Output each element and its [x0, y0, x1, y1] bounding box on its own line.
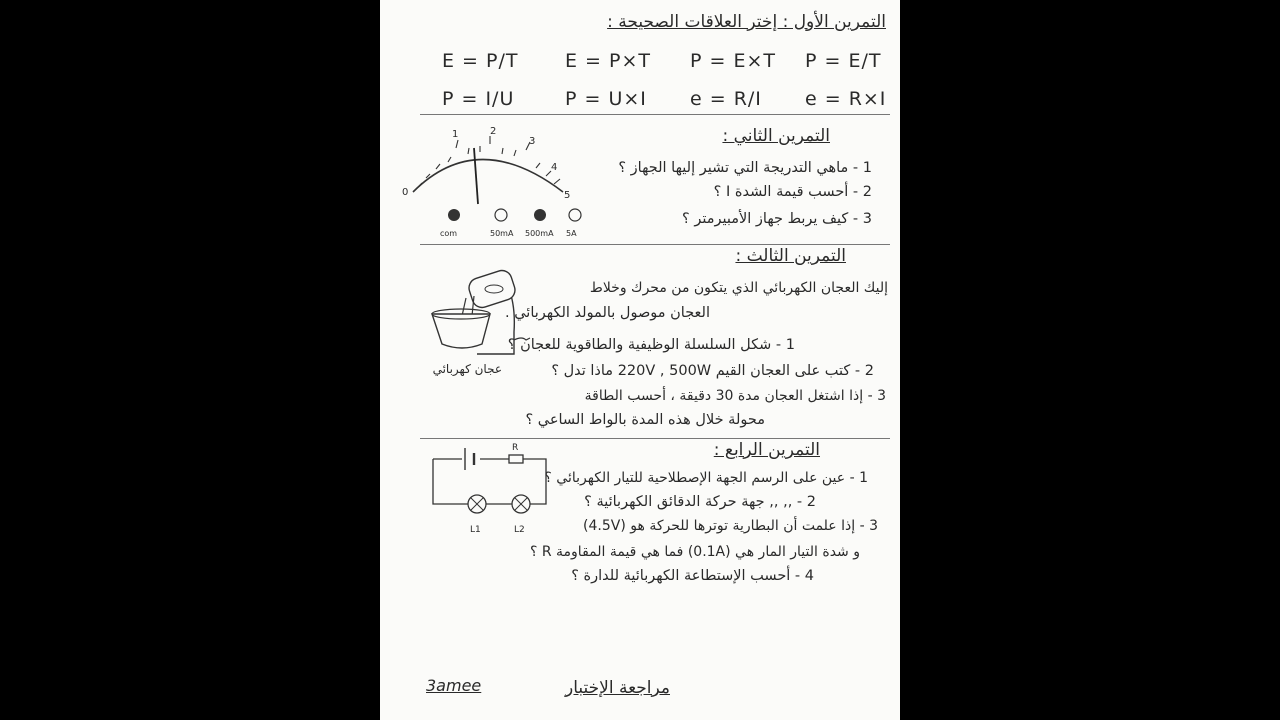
- lamp-l1-label: L1: [470, 525, 481, 535]
- ex3-intro-1: إليك العجان الكهربائي الذي يتكون من محرك وخلاط: [589, 280, 888, 296]
- ex3-question-2: 2 - كتب على العجان القيم 220V , 500W ماذا تدل ؟: [551, 363, 874, 379]
- formula-7: e = R/I: [690, 88, 762, 110]
- lamp-l2-label: L2: [514, 525, 525, 535]
- formula-3: P = E×T: [690, 50, 776, 72]
- scale-label-0: 0: [402, 187, 409, 198]
- ex3-intro-2: العجان موصول بالمولد الكهربائي .: [505, 305, 710, 321]
- exam-sheet: [380, 0, 900, 720]
- terminal-label-com: com: [440, 229, 458, 238]
- terminal-5a: [569, 209, 581, 221]
- formula-8: e = R×I: [805, 88, 887, 110]
- scale-label-1: 1: [452, 129, 459, 140]
- scale-label-5: 5: [564, 190, 571, 201]
- formula-4: P = E/T: [805, 50, 882, 72]
- circuit-diagram: [428, 438, 554, 542]
- ex3-question-1: 1 - شكل السلسلة الوظيفية والطاقوية للعجان ؟: [507, 337, 795, 353]
- ex4-question-1: 1 - عين على الرسم الجهة الإصطلاحية للتيار الكهربائي ؟: [544, 470, 868, 486]
- formula-1: E = P/T: [442, 50, 519, 72]
- divider-2: [420, 244, 890, 245]
- terminal-500ma: [534, 209, 546, 221]
- ex1-title: التمرين الأول : إختر العلاقات الصحيحة :: [607, 12, 886, 32]
- scale-label-3: 3: [529, 136, 536, 147]
- scale-label-2: 2: [490, 126, 497, 137]
- formula-6: P = U×I: [565, 88, 647, 110]
- mixer-caption: عجان كهربائي: [432, 362, 502, 376]
- resistor-symbol: [509, 455, 523, 463]
- ex3-question-3a: 3 - إذا اشتغل العجان مدة 30 دقيقة ، أحسب الطاقة: [584, 388, 886, 404]
- terminal-label-5a: 5A: [566, 229, 577, 238]
- ex4-question-2: 2 - ,, ,, جهة حركة الدقائق الكهربائية ؟: [584, 494, 816, 510]
- ex2-question-3: 3 - كيف يربط جهاز الأمبيرمتر ؟: [682, 211, 872, 227]
- ex4-question-4: 4 - أحسب الإستطاعة الكهربائية للدارة ؟: [571, 568, 814, 584]
- ex4-question-3b: و شدة التيار المار هي (0.1A) فما هي قيمة المقاومة R ؟: [529, 544, 860, 560]
- ex2-title: التمرين الثاني :: [722, 126, 830, 146]
- terminal-com: [448, 209, 460, 221]
- terminal-label-500ma: 500mA: [525, 229, 554, 238]
- terminal-50ma: [495, 209, 507, 221]
- divider-1: [420, 114, 890, 115]
- ex4-question-3a: 3 - إذا علمت أن البطارية توترها للحركة هو (4.5V): [583, 518, 878, 534]
- formula-2: E = P×T: [565, 50, 651, 72]
- terminal-label-50ma: 50mA: [490, 229, 514, 238]
- ex3-title: التمرين الثالث :: [735, 246, 846, 266]
- meter-needle: [474, 148, 478, 204]
- ammeter-diagram: [398, 122, 588, 240]
- ex2-question-1: 1 - ماهي التدريجة التي تشير إليها الجهاز ؟: [618, 160, 872, 176]
- mixer-drawing: [422, 262, 534, 360]
- formula-5: P = I/U: [442, 88, 515, 110]
- footer-level: 3amee: [426, 676, 482, 695]
- scale-label-4: 4: [551, 162, 558, 173]
- footer-title: مراجعة الإختبار: [564, 678, 670, 698]
- ex2-question-2: 2 - أحسب قيمة الشدة I ؟: [713, 184, 872, 200]
- resistor-label: R: [512, 443, 519, 453]
- ex3-question-3b: محولة خلال هذه المدة بالواط الساعي ؟: [525, 412, 765, 428]
- ex4-title: التمرين الرابع :: [713, 440, 820, 460]
